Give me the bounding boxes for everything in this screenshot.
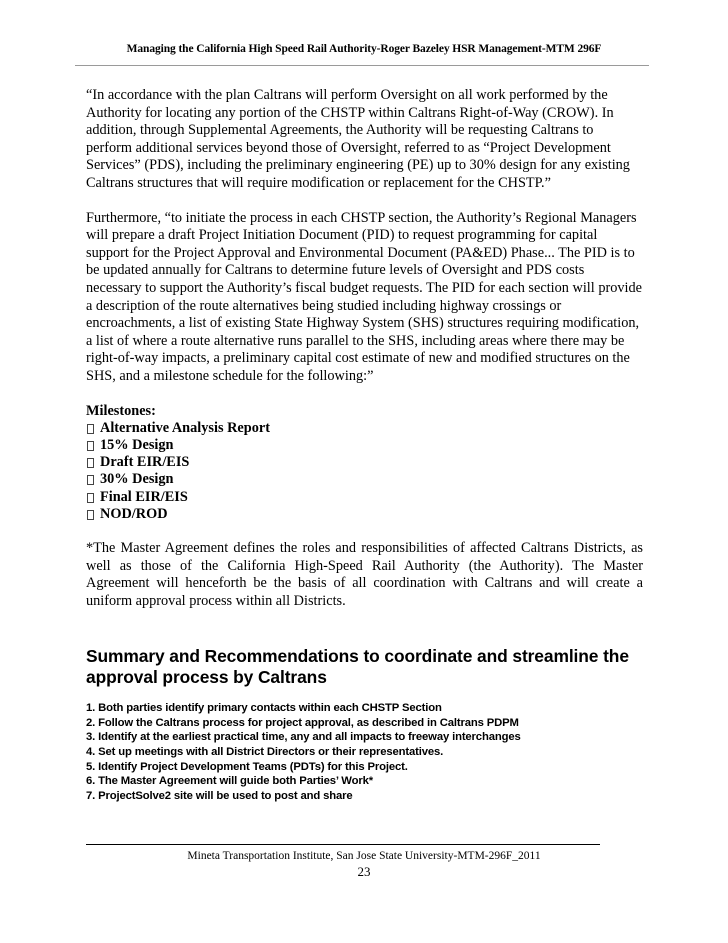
milestones-section bbox=[86, 403, 643, 523]
page-number: 23 bbox=[357, 864, 371, 879]
recommendation-item: 5. Identify Project Development Teams (PDTs) for this Project. bbox=[86, 760, 408, 773]
milestone-label: Draft EIR/EIS bbox=[100, 454, 190, 471]
milestone-item bbox=[86, 437, 643, 454]
recommendation-item: 2. Follow the Caltrans process for project approval, as described in Caltrans PDPM bbox=[86, 716, 519, 729]
summary-heading: Summary and Recommendations to coordinate and streamline the approval process by Caltrans bbox=[86, 646, 629, 688]
milestone-label: Alternative Analysis Report bbox=[100, 419, 270, 436]
recommendation-item: 7. ProjectSolve2 site will be used to post and share bbox=[86, 789, 353, 802]
header-rule bbox=[75, 65, 649, 66]
missing-glyph-box-icon bbox=[87, 441, 94, 451]
milestone-item bbox=[86, 420, 643, 437]
milestone-label: 30% Design bbox=[100, 471, 174, 488]
footer-text: Mineta Transportation Institute, San Jose State University-MTM-296F_2011 bbox=[187, 850, 541, 862]
recommendation-item: 6. The Master Agreement will guide both Parties’ Work* bbox=[86, 775, 373, 788]
missing-glyph-box-icon bbox=[87, 510, 94, 520]
milestone-item bbox=[86, 471, 643, 488]
missing-glyph-box-icon bbox=[87, 493, 94, 503]
master-agreement-note: *The Master Agreement defines the roles and responsibilities of affected Caltrans Districts, as well as those of the California High-Speed Rail Authority (the Authority). The Master Agreement will henceforth be the basis of all coordination with Caltrans and will create a uniform approval process within all Districts. bbox=[86, 539, 643, 609]
missing-glyph-box-icon bbox=[87, 475, 94, 485]
recommendations-list bbox=[86, 701, 643, 803]
milestone-label: Final EIR/EIS bbox=[100, 488, 188, 505]
paragraph-caltrans-oversight: “In accordance with the plan Caltrans will perform Oversight on all work performed by the Authority for locating any portion of the CHSTP within Caltrans Right-of-Way (CROW). In addition, through Supplemental Agreements, the Authority will be requesting Caltrans to perform additional services beyond those of Oversight, referred to as “Project Development Services” (PDS), including the preliminary engineering (PE) up to 30% design for any existing Caltrans structures that will require modification or replacement for the CHSTP.” bbox=[86, 87, 630, 191]
recommendation-item: 3. Identify at the earliest practical time, any and all impacts to freeway interchanges bbox=[86, 731, 521, 744]
page-body bbox=[86, 87, 643, 803]
milestone-item bbox=[86, 506, 643, 523]
paragraph-pid-process: Furthermore, “to initiate the process in each CHSTP section, the Authority’s Regional Managers will prepare a draft Project Initiation Document (PID) to request programming for capital support for the Project Approval and Environmental Document (PA&ED) Phase... The PID is to be updated annually for Caltrans to determine future levels of Oversight and PDS costs necessary to support the Authority’s fiscal budget requests. The PID for each section will provide a description of the route alternatives being studied including highway crossings or encroachments, a list of existing State Highway System (SHS) structures requiring modification, a list of where a route alternative runs parallel to the SHS, including areas where there may be right-of-way impacts, a preliminary capital cost estimate of new and modified structures on the SHS, and a milestone schedule for the following:” bbox=[86, 209, 642, 384]
milestones-heading: Milestones: bbox=[86, 402, 156, 419]
recommendation-item: 4. Set up meetings with all District Directors or their representatives. bbox=[86, 746, 444, 759]
milestone-label: 15% Design bbox=[100, 436, 174, 453]
running-header: Managing the California High Speed Rail Authority-Roger Bazeley HSR Management-MTM 296F bbox=[126, 43, 602, 55]
missing-glyph-box-icon bbox=[87, 458, 94, 468]
milestones-list bbox=[86, 420, 643, 523]
recommendation-item: 1. Both parties identify primary contacts within each CHSTP Section bbox=[86, 702, 442, 715]
footer-rule bbox=[86, 844, 600, 845]
missing-glyph-box-icon bbox=[87, 424, 94, 434]
milestone-label: NOD/ROD bbox=[100, 505, 168, 522]
milestone-item bbox=[86, 489, 643, 506]
milestone-item bbox=[86, 454, 643, 471]
